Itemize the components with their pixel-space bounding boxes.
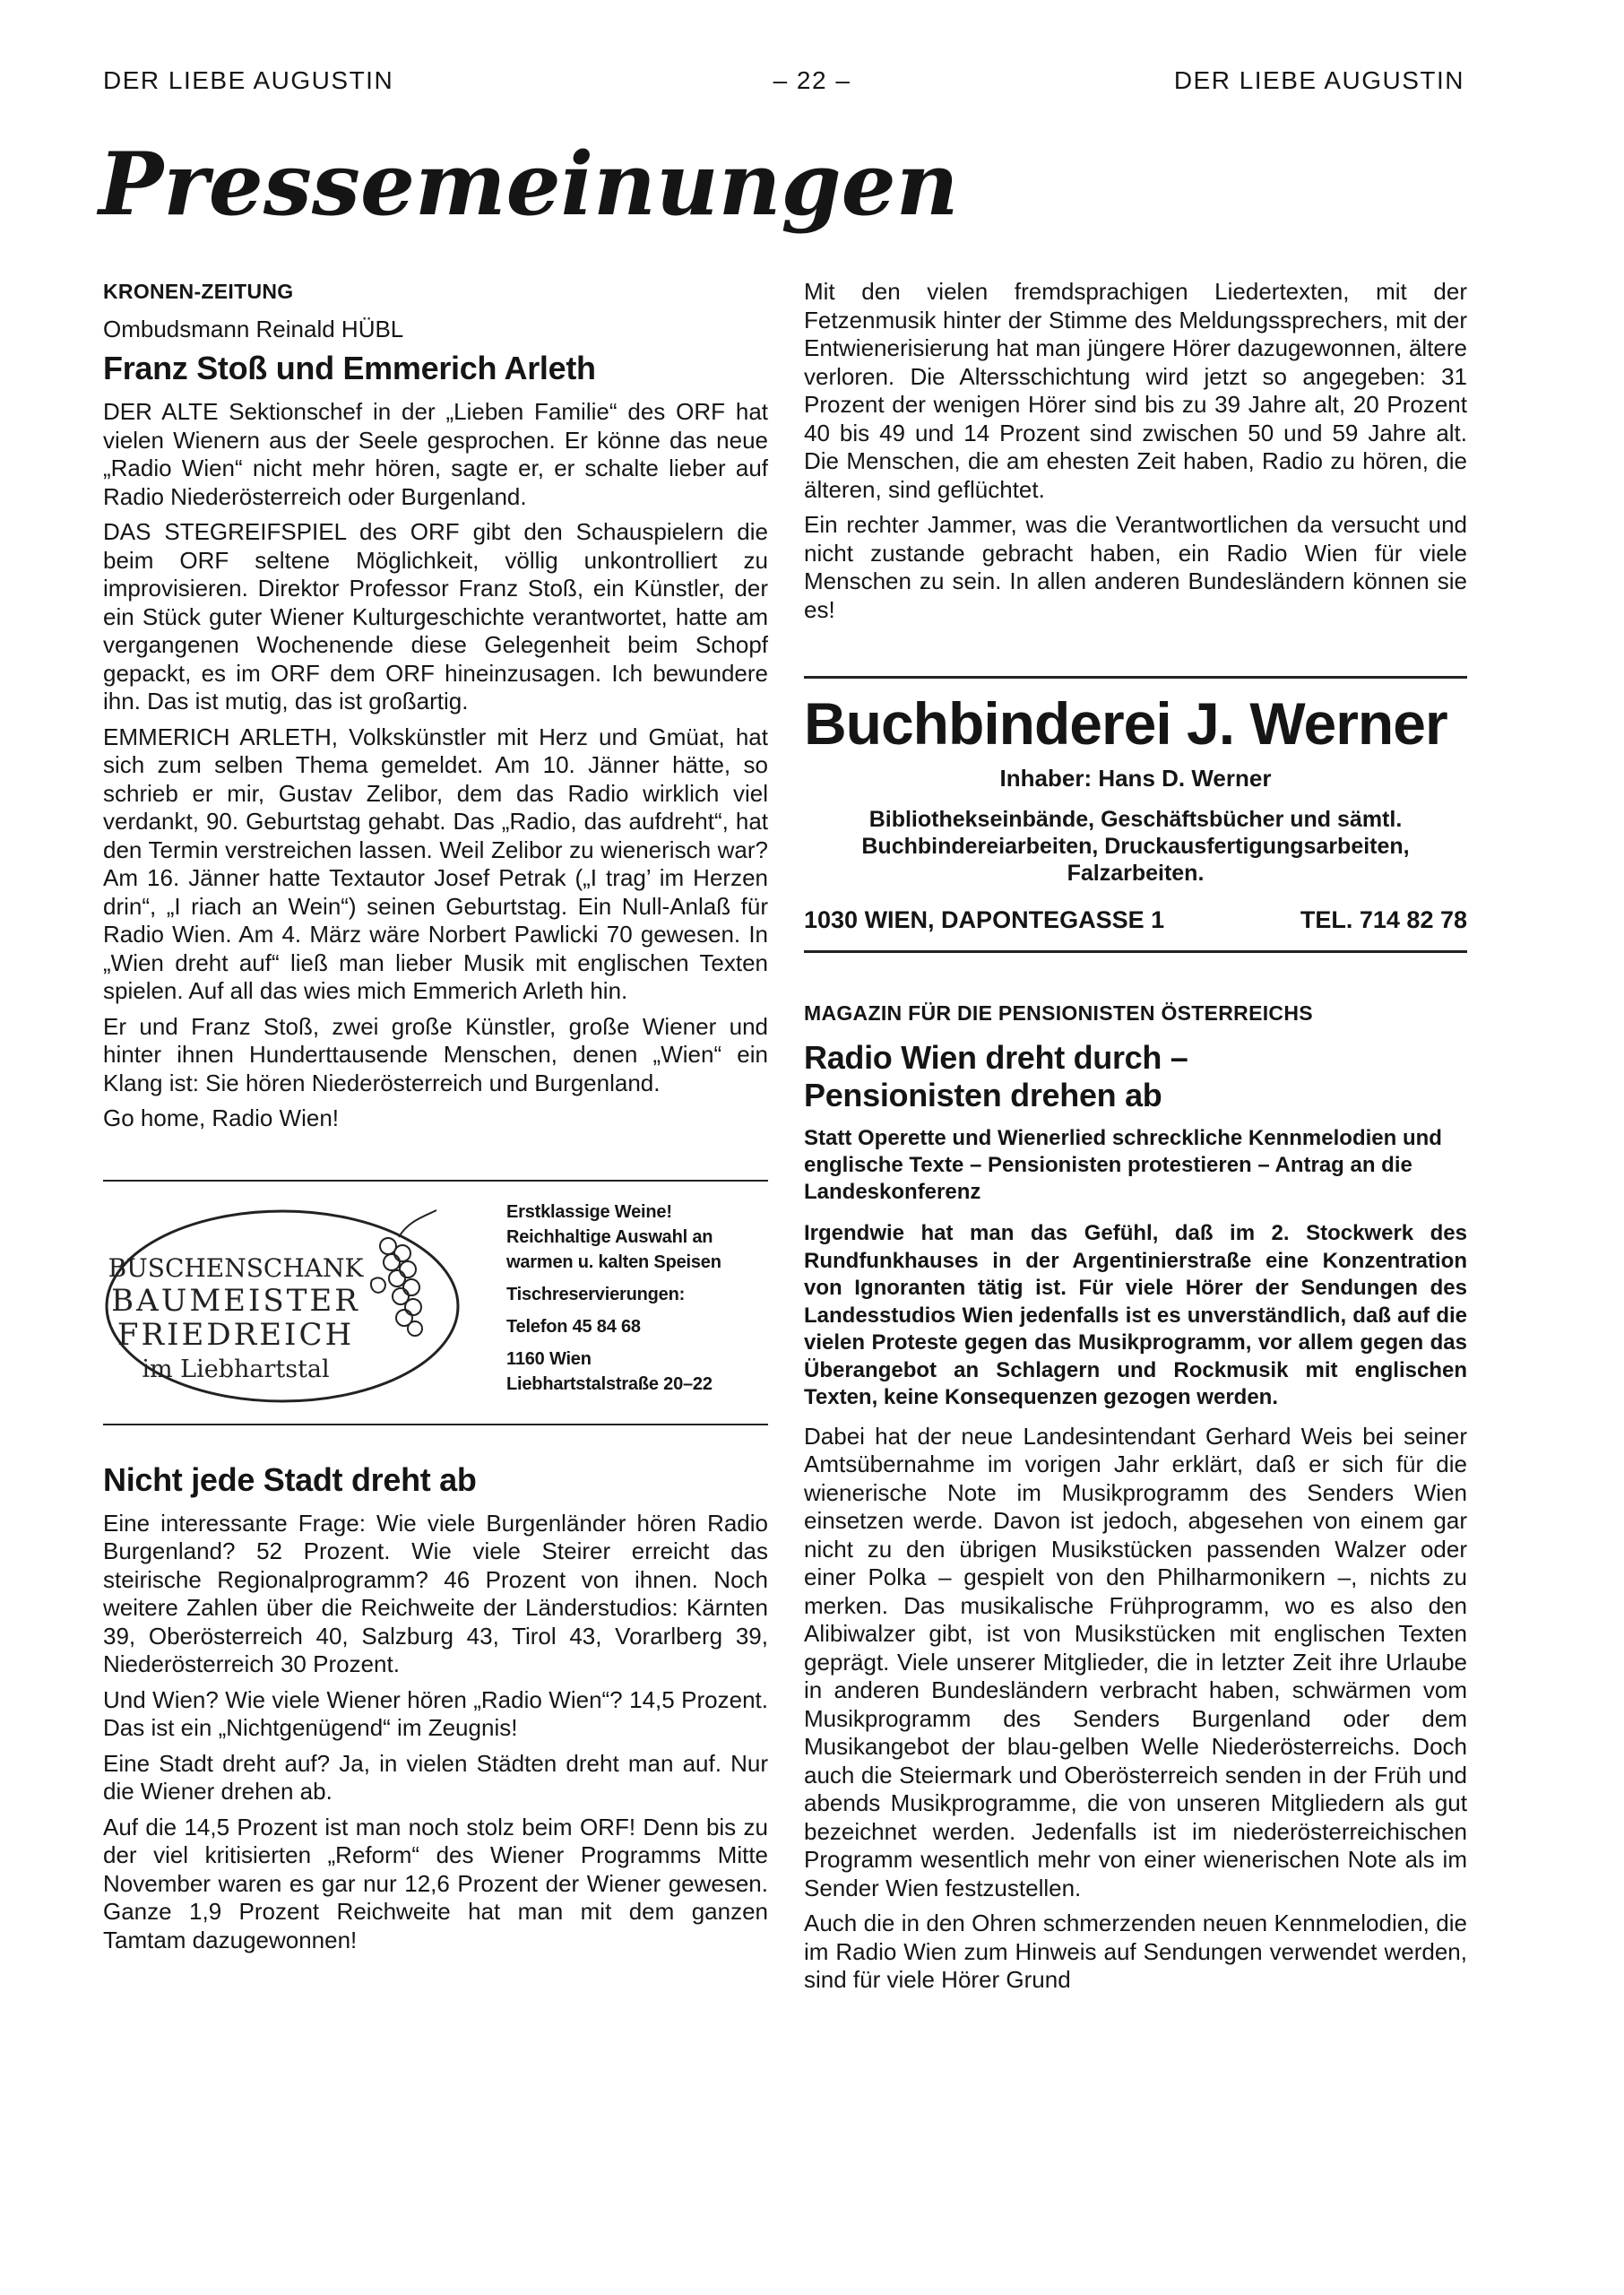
- logo-line-2: BAUMEISTER: [111, 1282, 360, 1319]
- ad-line: Telefon 45 84 68: [506, 1316, 641, 1337]
- business-phone: TEL. 714 82 78: [1300, 906, 1467, 933]
- paragraph: Auch die in den Ohren schmerzenden neuen Kennmelodien, die im Radio Wien zum Hinweis auf Sendungen verwendet werden, sind für viele Hörer Grund: [804, 1910, 1467, 1993]
- paragraph: Eine interessante Frage: Wie viele Burgenländer hören Radio Burgenland? 52 Prozent. Wie viele Steirer erreicht das steirische Regionalprogramm? 46 Prozent von ihnen. Noch weitere Zahlen über die Reichweite der Länderstudios: Kärnten 39, Oberösterreich 40, Salzburg 43, Tirol 43, Vorarlberg 39, Niederösterreich 30 Prozent.: [103, 1509, 768, 1677]
- paragraph: Und Wien? Wie viele Wiener hören „Radio Wien“? 14,5 Prozent. Das ist ein „Nichtgenügend“ im Zeugnis!: [103, 1685, 768, 1741]
- ad-line: 1160 Wien: [506, 1348, 592, 1369]
- business-name: Buchbinderei J. Werner: [804, 690, 1447, 757]
- paragraph: Ein rechter Jammer, was die Verantwortlichen da versucht und nicht zustande gebracht haben, ein Radio Wien für viele Menschen zu sein. In allen anderen Bundesländern können sie es!: [804, 511, 1467, 623]
- author-line: Ombudsmann Reinald HÜBL: [103, 316, 404, 342]
- paragraph: Dabei hat der neue Landesintendant Gerhard Weis bei seiner Amtsübernahme im vorigen Jahr erklärt, daß er sich für die wienerische Note im Musikprogramm des Senders Wien einsetzen werde. Davon ist jedoch, abgesehen von einem gar nicht zu den übrigen Musikstücken passenden Walzer oder einer Polka – gespielt von den Philharmonikern –, nichts zu merken. Das musikalische Frühprogramm, wo es also den Alibiwalzer gibt, ist von Musikstücken mit englischen Texten geprägt. Viele unserer Mitglieder, die in letzter Zeit ihre Urlaube in anderen Bundesländern verbracht haben, schwärmen vom Musikprogramm des Senders Burgenland oder dem Musikangebot der blau-gelben Welle Niederösterreichs. Doch auch die Steiermark und Oberösterreich senden in der Früh und abends Musikprogramme, die von unseren Mitgliedern als gut bezeichnet werden. Jedenfalls ist im niederösterreichischen Programm wesentlich mehr von einer wienerischen Note als im Sender Wien festzustellen.: [804, 1422, 1467, 1901]
- right-column: [804, 278, 1467, 1995]
- service-line: Bibliothekseinbände, Geschäftsbücher und sämtl.: [868, 807, 1403, 832]
- article-subheadline: Statt Operette und Wienerlied schreckliche Kennmelodien und englische Texte – Pensionisten protestieren – Antrag an die Landeskonferenz: [804, 1126, 1442, 1204]
- source-kicker: KRONEN-ZEITUNG: [103, 280, 294, 303]
- ad-bottom-rule: [103, 1424, 768, 1425]
- headline-line: Pensionisten drehen ab: [804, 1077, 1162, 1113]
- headline-line: Radio Wien dreht durch –: [804, 1039, 1188, 1076]
- service-line: Buchbindereiarbeiten, Druckausfertigungsarbeiten,: [861, 834, 1410, 859]
- magazin-article: [804, 1000, 1467, 1995]
- article-headline: Franz Stoß und Emmerich Arleth: [103, 350, 596, 386]
- logo-line-1: BUSCHENSCHANK: [108, 1252, 364, 1283]
- paragraph: Mit den vielen fremdsprachigen Liedertexten, mit der Fetzenmusik hinter der Stimme des Meldungssprechers, mit der Entwienerisierung hat man jüngere Hörer dazugewonnen, ältere verloren. Die Altersschichtung wird jetzt so angegeben: 31 Prozent der wenigen Hörer sind bis zu 39 Jahre alt, 20 Prozent 40 bis 49 und 14 Prozent sind zwischen 50 und 59 Jahre alt. Die Menschen, die am ehesten Zeit haben, Radio zu hören, die älteren, sind geflüchtet.: [804, 278, 1467, 503]
- nicht-jede-stadt-article: [103, 1461, 768, 1955]
- buschenschank-details: [506, 1199, 775, 1397]
- page-number: – 22 –: [773, 66, 851, 94]
- ad-line: Erstklassige Weine!: [506, 1201, 672, 1222]
- buschenschank-ad: [103, 1180, 768, 1425]
- service-line: Falzarbeiten.: [1067, 861, 1205, 886]
- krone-continued: [804, 278, 1467, 624]
- buschenschank-logo: [103, 1194, 479, 1409]
- page-title: Pressemeinungen: [99, 134, 959, 235]
- paragraph: EMMERICH ARLETH, Volkskünstler mit Herz und Gmüat, hat sich zum selben Thema gemeldet. Am 10. Jänner hätte, so schrieb er mir, Gustav Zelibor, dem das Radio wirklich viel verdankt, 90. Geburtstag gehabt. Das „Radio, das aufdreht“, hat den Termin verstreichen lassen. Weil Zelibor zu wienerisch war? Am 16. Jänner hatte Textautor Josef Petrak („I trag’ im Herzen drin“, „I riach an Wein“) seinen Geburtstag. Ein Null-Anlaß für Radio Wien. Am 4. März wäre Norbert Pawlicki 70 gewesen. In „Wien dreht auf“ ließ man lieber Musik mit englischen Texten spielen. Auf all das wies mich Emmerich Arleth hin.: [103, 723, 768, 1004]
- ad-line: Tischreservierungen:: [506, 1284, 686, 1304]
- ad-line: Liebhartstalstraße 20–22: [506, 1373, 713, 1394]
- paragraph: Auf die 14,5 Prozent ist man noch stolz beim ORF! Denn bis zu der viel kritisierten „Reform“ des Wiener Programms Mitte November waren es gar nur 12,6 Prozent der Wiener gewesen. Ganze 1,9 Prozent Reichweite hat man mit dem ganzen Tamtam dazugewonnen!: [103, 1813, 768, 1953]
- krone-article: [103, 278, 768, 1133]
- paragraph: Go home, Radio Wien!: [103, 1104, 340, 1131]
- left-column: [103, 278, 768, 1954]
- running-header-left: DER LIEBE AUGUSTIN: [103, 66, 394, 94]
- source-kicker: MAGAZIN FÜR DIE PENSIONISTEN ÖSTERREICHS: [804, 1001, 1313, 1025]
- article-lead: Irgendwie hat man das Gefühl, daß im 2. Stockwerk des Rundfunkhauses in der Argentinierstraße eine Konzentration von Ignoranten tätig ist. Für viele Hörer der Sendungen des Landesstudios Wien jedenfalls ist es unverständlich, daß auf die vielen Proteste gegen das Musikprogramm, vor allem gegen das Überangebot an Schlagern und Rockmusik mit englischen Texten, keine Konsequenzen gezogen werden.: [804, 1221, 1467, 1409]
- paragraph: DAS STEGREIFSPIEL des ORF gibt den Schauspielern die beim ORF seltene Möglichkeit, völlig unkontrolliert zu improvisieren. Direktor Professor Franz Stoß, ein Künstler, der ein Stück guter Wiener Kulturgeschichte verantwortet, hatte am vergangenen Wochenende diese Gelegenheit beim Schopf gepackt, es im ORF dem ORF hineinzusagen. Ich bewundere ihn. Das ist mutig, das ist großartig.: [103, 518, 768, 714]
- business-owner: Inhaber: Hans D. Werner: [999, 765, 1272, 792]
- article-headline: [804, 1039, 1467, 1114]
- paragraph: DER ALTE Sektionschef in der „Lieben Familie“ des ORF hat vielen Wienern aus der Seele gesprochen. Er könne das neue „Radio Wien“ nicht mehr hören, sagte er, er schalte lieber auf Radio Niederösterreich oder Burgenland.: [103, 398, 768, 510]
- business-services: [804, 806, 1467, 887]
- paragraph: Eine Stadt dreht auf? Ja, in vielen Städten dreht man auf. Nur die Wiener drehen ab.: [103, 1749, 768, 1805]
- running-header-right: DER LIEBE AUGUSTIN: [1173, 66, 1464, 94]
- paragraph: Er und Franz Stoß, zwei große Künstler, große Wiener und hinter ihnen Hunderttausende Menschen, denen „Wien“ ein Klang ist: Sie hören Niederösterreich und Burgenland.: [103, 1012, 768, 1096]
- business-address: 1030 WIEN, DAPONTEGASSE 1: [804, 906, 1165, 933]
- ad-bottom-rule: [804, 950, 1467, 953]
- ad-line: Reichhaltige Auswahl an warmen u. kalten Speisen: [506, 1226, 721, 1272]
- logo-line-4: im Liebhartstal: [142, 1355, 330, 1383]
- buchbinderei-ad: [804, 676, 1467, 953]
- logo-line-3: FRIEDREICH: [117, 1316, 355, 1353]
- grapes-icon: [371, 1210, 436, 1336]
- article-headline: Nicht jede Stadt dreht ab: [103, 1460, 477, 1498]
- business-contact: [804, 906, 1467, 934]
